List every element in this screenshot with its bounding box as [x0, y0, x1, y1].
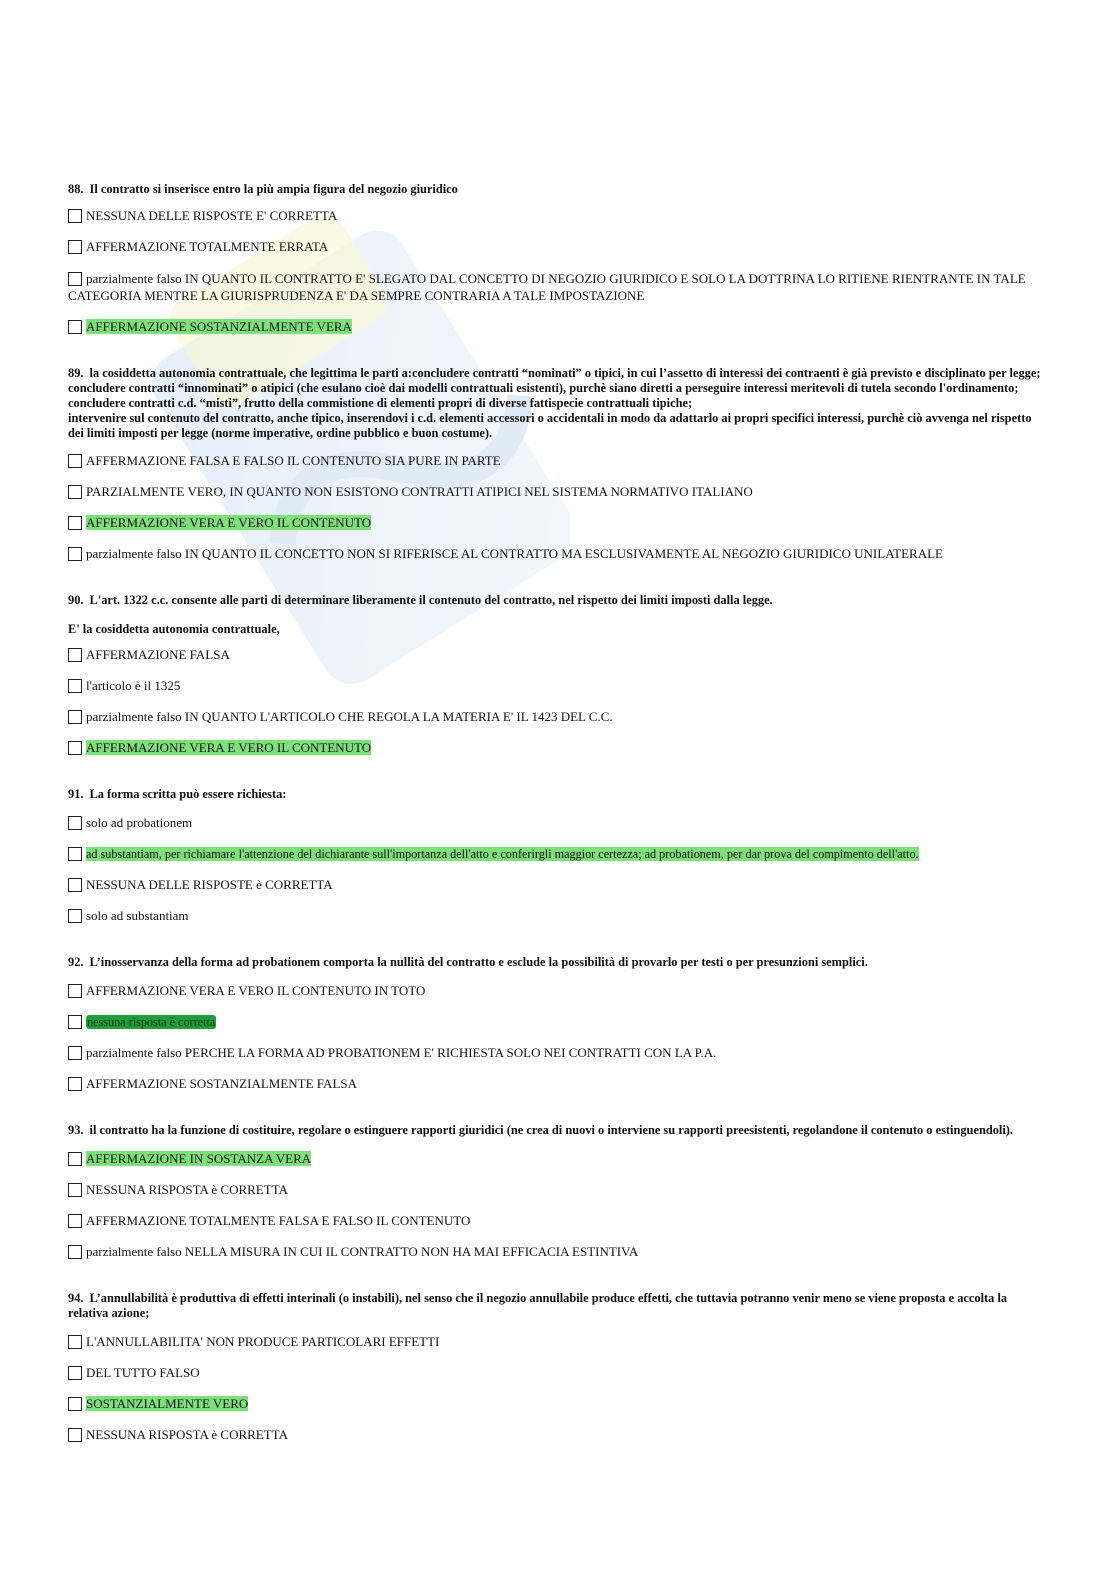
checkbox[interactable]: [68, 816, 82, 830]
checkbox[interactable]: [68, 847, 82, 861]
question-94: [68, 1291, 1048, 1443]
answer-option-correct[interactable]: [68, 740, 1048, 756]
checkbox[interactable]: [68, 1183, 82, 1197]
question-93: [68, 1123, 1048, 1260]
answer-option-correct[interactable]: [68, 319, 1048, 335]
correct-answer-highlight: AFFERMAZIONE SOSTANZIALMENTE VERA: [86, 319, 352, 334]
answer-option[interactable]: AFFERMAZIONE SOSTANZIALMENTE FALSA: [68, 1076, 1048, 1092]
question-text: 93. il contratto ha la funzione di costituire, regolare o estinguere rapporti giuridici (ne crea di nuovi o interviene su rapporti preesistenti, regolandone il contenuto o estinguendoli).: [68, 1123, 1014, 1137]
checkbox[interactable]: [68, 1397, 82, 1411]
question-90: [68, 593, 1048, 756]
checkbox[interactable]: [68, 272, 82, 286]
answer-option[interactable]: AFFERMAZIONE FALSA E FALSO IL CONTENUTO SIA PURE IN PARTE: [68, 453, 1048, 469]
answer-option[interactable]: NESSUNA DELLE RISPOSTE E' CORRETTA: [68, 208, 1048, 224]
answer-option[interactable]: AFFERMAZIONE VERA E VERO IL CONTENUTO IN TOTO: [68, 983, 1048, 999]
answer-option[interactable]: parzialmente falso PERCHE LA FORMA AD PROBATIONEM E' RICHIESTA SOLO NEI CONTRATTI CON LA P.A.: [68, 1045, 1048, 1061]
checkbox[interactable]: [68, 741, 82, 755]
answer-option-correct[interactable]: [68, 1014, 1048, 1030]
question-89: [68, 366, 1048, 562]
checkbox[interactable]: [68, 240, 82, 254]
checkbox[interactable]: [68, 320, 82, 334]
checkbox[interactable]: [68, 878, 82, 892]
answer-option[interactable]: parzialmente falso IN QUANTO L'ARTICOLO CHE REGOLA LA MATERIA E' IL 1423 DEL C.C.: [68, 709, 1048, 725]
correct-answer-highlight: SOSTANZIALMENTE VERO: [86, 1396, 249, 1411]
answer-option[interactable]: NESSUNA RISPOSTA è CORRETTA: [68, 1427, 1048, 1443]
question-text: 90. L'art. 1322 c.c. consente alle parti di determinare liberamente il contenuto del contratto, nel rispetto dei limiti imposti dalla legge.: [68, 593, 773, 607]
question-text: 92. L’inosservanza della forma ad probationem comporta la nullità del contratto e esclude la possibilità di provarlo per testi o per presunzioni semplici.: [68, 955, 868, 969]
checkbox[interactable]: [68, 547, 82, 561]
checkbox[interactable]: [68, 909, 82, 923]
answer-option[interactable]: NESSUNA DELLE RISPOSTE è CORRETTA: [68, 877, 1048, 893]
checkbox[interactable]: [68, 1245, 82, 1259]
checkbox[interactable]: [68, 454, 82, 468]
answer-option[interactable]: parzialmente falso NELLA MISURA IN CUI IL CONTRATTO NON HA MAI EFFICACIA ESTINTIVA: [68, 1244, 1048, 1260]
document-body: [68, 180, 1048, 1458]
question-text: 94. L’annullabilità è produttiva di effetti interinali (o instabili), nel senso che il negozio annullabile produce effetti, che tuttavia potranno venir meno se viene proposta e accolta la relativa azione;: [68, 1291, 1008, 1320]
answer-option-correct[interactable]: [68, 515, 1048, 531]
checkbox[interactable]: [68, 1152, 82, 1166]
answer-option[interactable]: NESSUNA RISPOSTA è CORRETTA: [68, 1182, 1048, 1198]
checkbox[interactable]: [68, 1214, 82, 1228]
checkbox[interactable]: [68, 1428, 82, 1442]
answer-option[interactable]: parzialmente falso IN QUANTO IL CONTRATTO E' SLEGATO DAL CONCETTO DI NEGOZIO GIURIDICO E SOLO LA DOTTRINA LO RITIENE RIENTRANTE IN TALE CATEGORIA MENTRE LA GIURISPRUDENZA E' DA SEMPRE CONTRARIA A TALE IMPOSTAZIONE: [68, 271, 1026, 303]
answer-option-correct[interactable]: [68, 1396, 1048, 1412]
answer-option[interactable]: AFFERMAZIONE FALSA: [68, 647, 1048, 663]
checkbox[interactable]: [68, 1077, 82, 1091]
question-92: [68, 955, 1048, 1092]
checkbox[interactable]: [68, 679, 82, 693]
checkbox[interactable]: [68, 209, 82, 223]
checkbox[interactable]: [68, 648, 82, 662]
checkbox[interactable]: [68, 1015, 82, 1029]
answer-option[interactable]: l'articolo è il 1325: [68, 678, 1048, 694]
checkbox[interactable]: [68, 984, 82, 998]
question-88: [68, 182, 1048, 335]
checkbox[interactable]: [68, 1335, 82, 1349]
question-text: 91. La forma scritta può essere richiesta:: [68, 787, 287, 801]
answer-option[interactable]: solo ad probationem: [68, 815, 1048, 831]
answer-option[interactable]: L'ANNULLABILITA' NON PRODUCE PARTICOLARI EFFETTI: [68, 1334, 1048, 1350]
question-text: 89. la cosiddetta autonomia contrattuale, che legittima le parti a:concludere contratti “nominati” o tipici, in cui l’assetto di interessi dei contraenti è già previsto e disciplinato per legge; concludere contratti “innominati” o atipici (che esulano cioè dai modelli contrattuali esistenti), purchè siano diretti a perseguire interessi meritevoli di tutela secondo l'ordinamento; concludere contratti c.d. “misti”, frutto della commistione di elementi propri di diverse fattispecie contrattuali tipiche; intervenire sul contenuto del contratto, anche tipico, inserendovi i c.d. elementi accessori o accidentali in modo da adattarlo ai propri specifici interessi, purchè ciò avvenga nel rispetto dei limiti imposti per legge (norme imperative, ordine pubblico e buon costume).: [68, 366, 1041, 440]
checkbox[interactable]: [68, 1366, 82, 1380]
answer-option[interactable]: parzialmente falso IN QUANTO IL CONCETTO NON SI RIFERISCE AL CONTRATTO MA ESCLUSIVAMENTE AL NEGOZIO GIURIDICO UNILATERALE: [68, 546, 1048, 562]
answer-option[interactable]: AFFERMAZIONE TOTALMENTE ERRATA: [68, 239, 1048, 255]
answer-option[interactable]: DEL TUTTO FALSO: [68, 1365, 1048, 1381]
question-subtext: E' la cosiddetta autonomia contrattuale,: [68, 622, 280, 636]
question-text: 88. Il contratto si inserisce entro la più ampia figura del negozio giuridico: [68, 182, 458, 196]
answer-option[interactable]: PARZIALMENTE VERO, IN QUANTO NON ESISTONO CONTRATTI ATIPICI NEL SISTEMA NORMATIVO ITALIANO: [68, 484, 1048, 500]
correct-answer-highlight: nessuna risposta è corretta: [87, 1015, 216, 1029]
answer-option[interactable]: AFFERMAZIONE TOTALMENTE FALSA E FALSO IL CONTENUTO: [68, 1213, 1048, 1229]
answer-option-correct[interactable]: [68, 846, 1048, 862]
question-91: [68, 787, 1048, 924]
correct-answer-highlight: ad substantiam, per richiamare l'attenzione del dichiarante sull'importanza dell'atto e conferirgli maggior certezza; ad probationem, per dar prova del compimento dell'atto.: [86, 847, 919, 861]
answer-option-correct[interactable]: [68, 1151, 1048, 1167]
correct-answer-highlight: AFFERMAZIONE IN SOSTANZA VERA: [86, 1151, 312, 1166]
answer-option[interactable]: solo ad substantiam: [68, 908, 1048, 924]
checkbox[interactable]: [68, 710, 82, 724]
correct-answer-highlight: AFFERMAZIONE VERA E VERO IL CONTENUTO: [86, 740, 372, 755]
correct-answer-highlight: AFFERMAZIONE VERA E VERO IL CONTENUTO: [86, 515, 372, 530]
checkbox[interactable]: [68, 1046, 82, 1060]
checkbox[interactable]: [68, 485, 82, 499]
checkbox[interactable]: [68, 516, 82, 530]
